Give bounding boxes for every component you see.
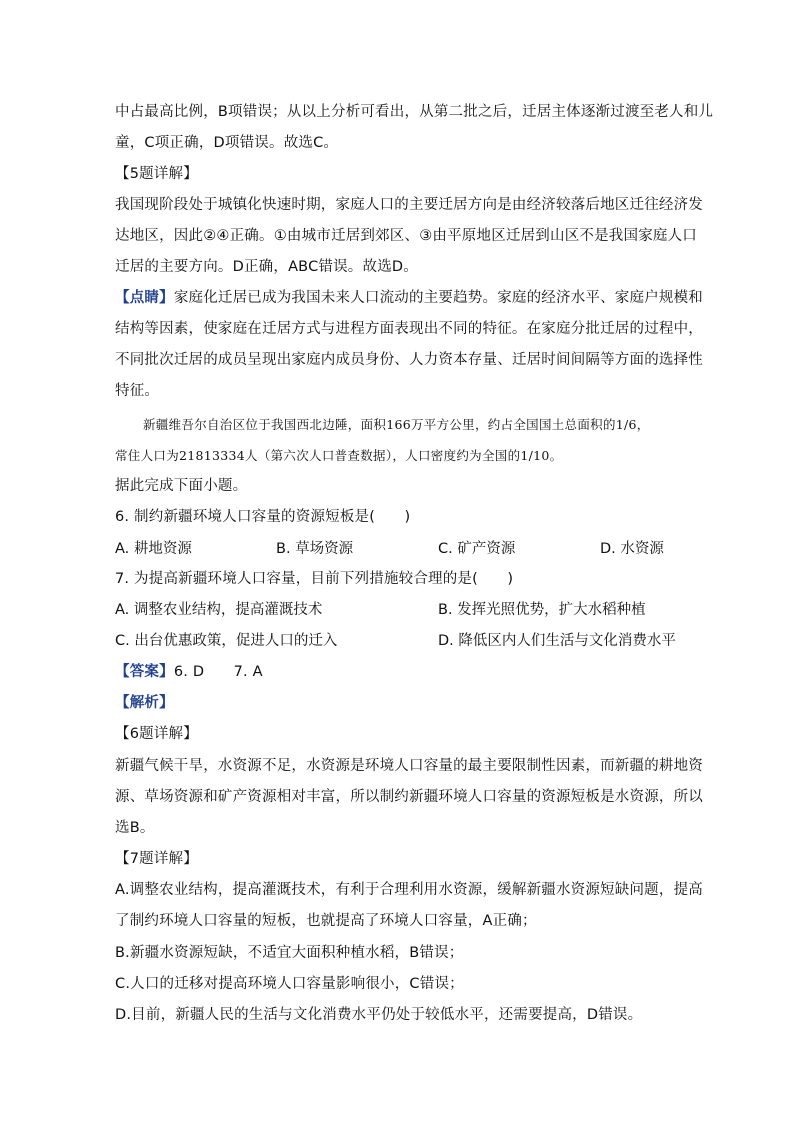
text-line: 达地区，因此②④正确。①由城市迁居到郊区、③由平原地区迁居到山区不是我国家庭人口 — [115, 228, 697, 244]
q7-option-b: B. 发挥光照优势，扩大水稻种植 — [438, 602, 646, 618]
q6-option-d: D. 水资源 — [600, 541, 664, 557]
text-line: 迁居的主要方向。D正确，ABC错误。故选D。 — [115, 259, 418, 275]
q6-option-a: A. 耕地资源 — [115, 541, 192, 557]
text-line: 我国现阶段处于城镇化快速时期，家庭人口的主要迁居方向是由经济较落后地区迁往经济发 — [115, 197, 703, 213]
answer-tag: 【答案】 — [115, 664, 174, 680]
passage-line: 新疆维吾尔自治区位于我国西北边陲，面积166万平方公里，约占全国国土总面积的1/6， — [143, 417, 650, 432]
question-7: 7. 为提高新疆环境人口容量，目前下列措施较合理的是( ) — [115, 571, 514, 587]
analysis-tag: 【解析】 — [115, 695, 174, 711]
q6-option-c: C. 矿产资源 — [438, 541, 516, 557]
text-line: 童，C项正确，D项错误。故选C。 — [115, 135, 339, 151]
q7-option-a: A. 调整农业结构，提高灌溉技术 — [115, 602, 323, 618]
text-line: 了制约环境人口容量的短板，也就提高了环境人口容量，A正确； — [115, 913, 537, 929]
text-line: C.人口的迁移对提高环境人口容量影响很小，C错误； — [115, 976, 464, 992]
text-line: 新疆气候干旱，水资源不足，水资源是环境人口容量的最主要限制性因素，而新疆的耕地资 — [115, 758, 703, 774]
text-line: 选B。 — [115, 820, 155, 836]
passage-line: 常住人口为21813334人（第六次人口普查数据），人口密度约为全国的1/10。 — [115, 448, 563, 463]
text-line: 中占最高比例，B项错误；从以上分析可看出，从第二批之后，迁居主体逐渐过渡至老人和儿 — [115, 104, 714, 120]
text-line: 结构等因素，使家庭在迁居方式与进程方面表现出不同的特征。在家庭分批迁居的过程中， — [115, 321, 703, 337]
tip-text: 家庭化迁居已成为我国未来人口流动的主要趋势。家庭的经济水平、家庭户规模和 — [173, 290, 704, 306]
section-heading-5: 【5题详解】 — [115, 166, 198, 182]
section-heading-7: 【7题详解】 — [115, 851, 198, 867]
text-line: A.调整农业结构，提高灌溉技术，有利于合理利用水资源，缓解新疆水资源短缺问题，提高 — [115, 882, 703, 898]
instruction-line: 据此完成下面小题。 — [115, 478, 248, 494]
section-heading-6: 【6题详解】 — [115, 726, 198, 742]
text-line: D.目前，新疆人民的生活与文化消费水平仍处于较低水平，还需要提高，D错误。 — [115, 1007, 643, 1023]
question-6: 6. 制约新疆环境人口容量的资源短板是( ) — [115, 509, 411, 525]
text-line: B.新疆水资源短缺，不适宜大面积种植水稻，B错误； — [115, 945, 464, 961]
tip-line — [115, 288, 703, 308]
q7-option-c: C. 出台优惠政策，促进人口的迁入 — [115, 633, 338, 649]
answer-text: 6. D 7. A — [173, 664, 263, 680]
q6-option-b: B. 草场资源 — [276, 541, 354, 557]
tip-tag: 【点睛】 — [115, 290, 174, 306]
q7-option-d: D. 降低区内人们生活与文化消费水平 — [438, 633, 676, 649]
text-line: 源、草场资源和矿产资源相对丰富，所以制约新疆环境人口容量的资源短板是水资源，所以 — [115, 789, 703, 805]
text-line: 特征。 — [115, 383, 160, 399]
answer-line — [115, 662, 263, 682]
text-line: 不同批次迁居的成员呈现出家庭内成员身份、人力资本存量、迁居时间间隔等方面的选择性 — [115, 352, 703, 368]
